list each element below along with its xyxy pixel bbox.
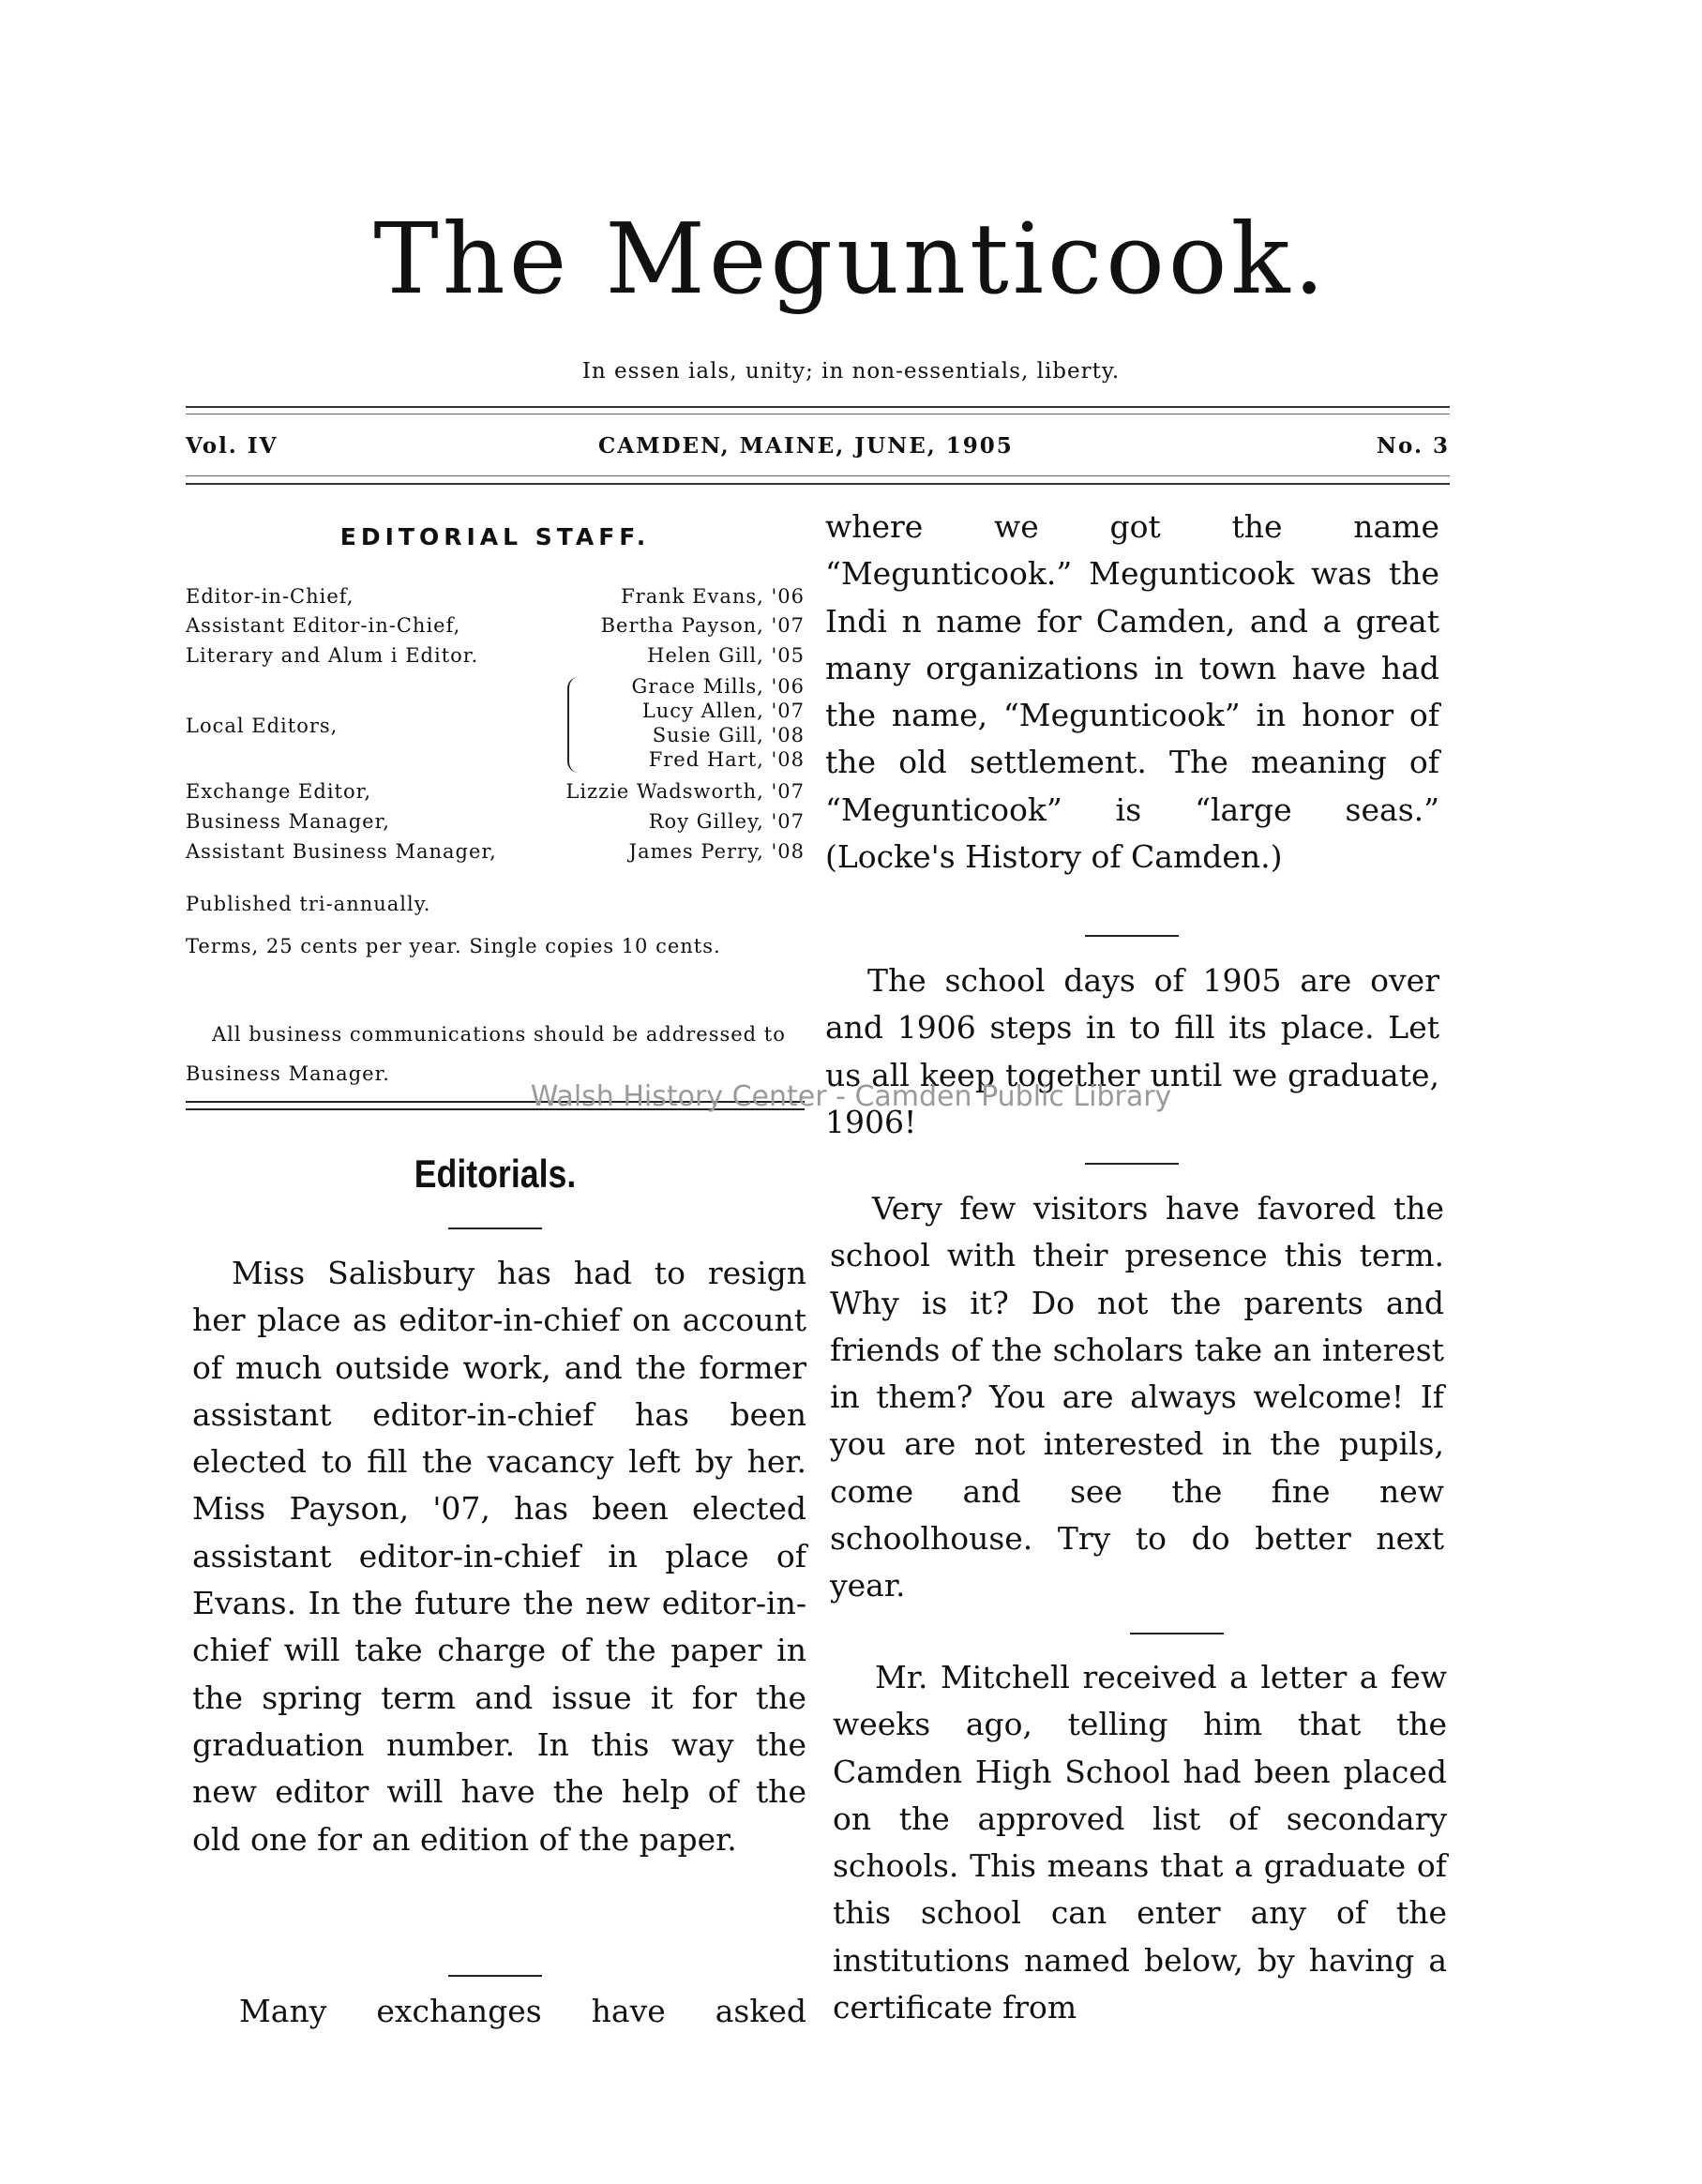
staff-name: James Perry, '08 — [628, 840, 805, 863]
staff-role: Assistant Business Manager, — [186, 840, 497, 863]
editorial-paragraph: Miss Salisbury has had to resign her place as editor-in-chief on account of much outside work, and the former assistant editor-in-chief has been elected to fill the vacancy left by her. Miss Payson, '07, has been elected assistant editor-in-chief in place of Evans. In the future the new editor-in-chief will take charge of the paper in the spring term and issue it for the graduation number. In this way the new editor will have the help of the old one for an edition of the paper. — [192, 1255, 806, 1858]
header-rule-bottom-thin — [186, 475, 1450, 476]
published-note: Published tri-annually. — [186, 893, 431, 915]
staff-name: Helen Gill, '05 — [647, 644, 805, 667]
staff-role: Assistant Editor-in-Chief, — [186, 614, 461, 637]
local-editors-label: Local Editors, — [186, 715, 339, 737]
editorials-heading: Editorials. — [414, 1152, 577, 1196]
section-separator — [1130, 1633, 1224, 1634]
brace — [567, 677, 582, 773]
volume-label: Vol. IV — [186, 433, 279, 459]
local-editor-name: Lucy Allen, '07 — [641, 700, 805, 722]
local-editor-name: Grace Mills, '06 — [631, 675, 805, 698]
staff-role: Exchange Editor, — [186, 780, 372, 803]
staff-role: Literary and Alum i Editor. — [186, 644, 479, 667]
staff-name: Roy Gilley, '07 — [648, 810, 805, 833]
article-paragraph: Mr. Mitchell received a letter a few weeks ago, telling him that the Camden High School had been placed on the approved list of secondary schools. This means that a graduate of this school can enter any of the institutions named below, by having a certificate from — [833, 1659, 1447, 2026]
terms-note: Terms, 25 cents per year. Single copies 10 cents. — [186, 935, 721, 957]
staff-name: Bertha Payson, '07 — [600, 614, 805, 637]
staff-row — [186, 780, 805, 803]
article-paragraph: Very few visitors have favored the school with their presence this term. Why is it? Do not the parents and friends of the scholars take an interest in them? You are always welcome! If you are not interested in the pupils, come and see the fine new schoolhouse. Try to do better next year. — [830, 1190, 1444, 1604]
article-paragraph: The school days of 1905 are over and 1906 steps in to fill its place. Let us all keep together until we graduate, 1906! — [825, 962, 1439, 1140]
editorial-paragraph: Many exchanges have asked — [239, 1993, 806, 2029]
staff-role: Editor-in-Chief, — [186, 585, 354, 608]
section-separator — [448, 1228, 542, 1229]
staff-role: Business Manager, — [186, 810, 390, 833]
business-note: All business communications should be addressed to Business Manager. — [186, 1023, 786, 1085]
header-rule-top — [186, 406, 1450, 408]
local-editor-name: Susie Gill, '08 — [652, 724, 805, 746]
section-separator — [448, 1975, 542, 1977]
masthead-title: The Megunticook. — [373, 202, 1329, 316]
editorial-staff-heading: EDITORIAL STAFF. — [339, 523, 651, 550]
section-separator — [1085, 935, 1179, 937]
article-paragraph: where we got the name “Megunticook.” Megunticook was the Indi n name for Camden, and a great many organizations in town have had the name, “Megunticook” in honor of the old settlement. The meaning of “Megunticook” is “large seas.” (Locke's History of Camden.) — [825, 508, 1439, 876]
staff-row — [186, 644, 805, 667]
header-rule-bottom — [186, 483, 1450, 485]
staff-row — [186, 614, 805, 637]
staff-row — [186, 585, 805, 608]
staff-row — [186, 810, 805, 833]
local-editor-name: Fred Hart, '08 — [648, 748, 805, 771]
masthead-motto: In essen ials, unity; in non-essentials, liberty. — [581, 359, 1121, 384]
issue-number: No. 3 — [1377, 433, 1450, 459]
section-separator — [1085, 1163, 1179, 1165]
staff-name: Frank Evans, '06 — [621, 585, 805, 608]
library-watermark: Walsh History Center - Camden Public Library — [530, 1080, 1172, 1113]
staff-row — [186, 840, 805, 863]
place-date: CAMDEN, MAINE, JUNE, 1905 — [598, 433, 1014, 459]
staff-name: Lizzie Wadsworth, '07 — [565, 780, 805, 803]
